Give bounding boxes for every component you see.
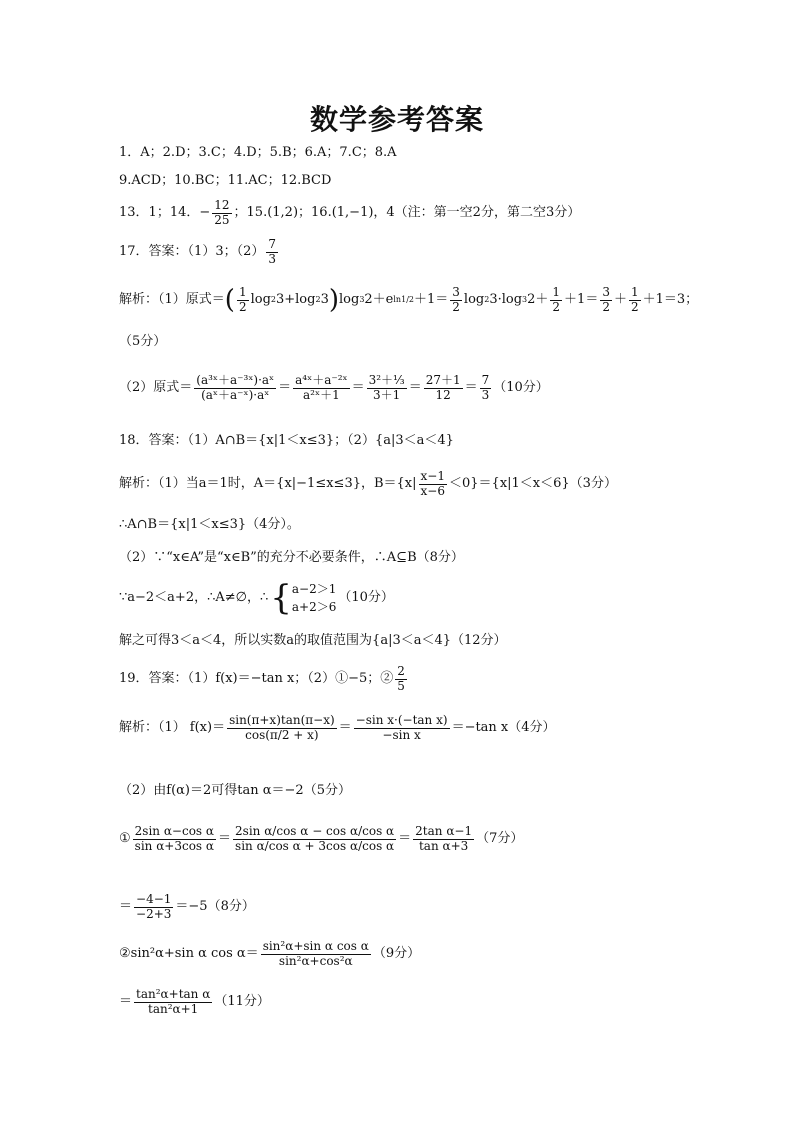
numerator: sin(π+x)tan(π−x): [229, 713, 335, 727]
denominator: 2: [602, 299, 610, 314]
solution-18-2-text: （2）∵“x∈A”是“x∈B”的充分不必要条件，∴A⊆B（8分）: [119, 550, 464, 565]
expr: 3+log: [275, 292, 316, 308]
subscript: 2: [484, 294, 490, 304]
circled-2-expr: ②sin²α+sin α cos α＝: [119, 946, 259, 962]
expr: ＋: [613, 292, 627, 308]
denominator: 3: [481, 387, 490, 402]
answers-13-16-b: ；15.(1,2)；16.(1,−1)，4（注：第一空2分，第二空3分）: [233, 205, 581, 221]
fraction: [550, 286, 562, 315]
fraction: [237, 286, 249, 315]
fraction: [194, 374, 276, 403]
subscript: 2: [270, 294, 276, 304]
solution-19-1-label: 解析：（1）: [119, 720, 186, 736]
fraction: [413, 825, 474, 854]
expr: ＋1＝: [413, 292, 449, 308]
equals: ＝: [278, 380, 292, 396]
solution-19-part-2: [119, 940, 420, 969]
solution-17-1-label: 解析：（1）原式＝: [119, 292, 225, 308]
denominator: 5: [397, 678, 405, 693]
denominator: 3＋1: [373, 387, 401, 402]
numerator: 3²＋⅓: [368, 373, 405, 387]
subscript: 2: [315, 294, 321, 304]
numerator: sin²α+sin α cos α: [262, 939, 369, 953]
answer-18: [119, 434, 454, 448]
answer-19: [119, 665, 409, 694]
inequality-system: [270, 580, 336, 616]
equals: ＝: [119, 899, 133, 915]
numerator: 1: [552, 285, 561, 299]
solution-18-conclusion: [119, 634, 507, 648]
fraction: [367, 374, 407, 403]
system-rows: [292, 580, 336, 616]
denominator: cos(π/2 + x): [245, 727, 319, 742]
score-text: （11分）: [214, 994, 270, 1010]
denominator: (aˣ＋a⁻ˣ)·aˣ: [201, 387, 270, 402]
solution-19-1: [119, 714, 556, 743]
score-text: （9分）: [372, 946, 421, 962]
denominator: 2: [552, 299, 561, 314]
expr: ＝−tan x: [451, 720, 509, 736]
numerator: 2tan α−1: [415, 824, 473, 838]
solution-19-2-text: （2）由f(α)＝2可得tan α＝−2（5分）: [119, 783, 351, 798]
intersection-text: ∴A∩B＝{x|1＜x≤3}（4分）。: [119, 517, 300, 532]
denominator: 25: [214, 212, 230, 227]
subscript: 3: [522, 294, 528, 304]
answers-13-16: [119, 199, 580, 228]
denominator: tan²α+1: [148, 1001, 199, 1016]
numerator: −sin x·(−tan x): [355, 713, 448, 727]
result-text: ＝−5（8分）: [175, 899, 255, 915]
numerator: 12: [214, 198, 230, 212]
fraction: [600, 286, 612, 315]
answers-9-12: [119, 174, 331, 188]
fraction: [212, 199, 231, 228]
brace: {: [270, 578, 292, 618]
denominator: 2: [630, 299, 639, 314]
equals: ＝: [338, 720, 352, 736]
page-title: 数学参考答案: [309, 103, 484, 136]
numerator: 3: [452, 285, 460, 299]
fraction: [354, 714, 450, 743]
paren-open: (: [224, 285, 235, 316]
numerator: 1: [238, 285, 247, 299]
solution-17-2-label: （2）原式＝: [119, 380, 193, 396]
system-row-2: a+2＞6: [291, 600, 337, 614]
fraction: [629, 286, 641, 315]
fraction: [293, 374, 349, 403]
solution-18-intersection: [119, 518, 300, 532]
answer-17: [119, 238, 280, 267]
fraction: [450, 286, 462, 315]
answers-9-12-text: 9.ACD；10.BC；11.AC；12.BCD: [119, 173, 332, 188]
exponent-ln: ln: [393, 294, 402, 304]
solution-18-1-b: ＜0}＝{x|1＜x＜6}（3分）: [449, 476, 617, 492]
circled-1: ①: [119, 831, 131, 847]
score-text: （7分）: [476, 831, 524, 847]
fraction: [133, 825, 216, 854]
denominator: −2+3: [136, 906, 172, 921]
numerator: 2sin α−cos α: [134, 824, 215, 838]
solution-19-part-2-result: [119, 988, 270, 1017]
solution-19-part-1: [119, 825, 523, 854]
equals: ＝: [218, 831, 232, 847]
expr: log: [463, 292, 485, 308]
denominator: 2: [238, 299, 247, 314]
expr: 2＋e: [364, 292, 394, 308]
denominator: 12: [435, 387, 451, 402]
solution-17-score: [119, 335, 166, 349]
denominator: 3: [268, 251, 276, 266]
numerator: −4−1: [136, 892, 172, 906]
score-text: （10分）: [338, 589, 394, 605]
denominator: sin²α+cos²α: [278, 953, 353, 968]
answers-13-16-a: 13．1；14．−: [119, 205, 211, 221]
expr: 3·log: [489, 292, 523, 308]
subscript: 3: [359, 294, 365, 304]
denominator: 2: [452, 299, 460, 314]
numerator: 2: [397, 664, 405, 678]
solution-17-2: [119, 374, 549, 403]
solution-18-1-a: 解析：（1）当a＝1时，A＝{x|−1≤x≤3}，B＝{x|: [119, 476, 417, 492]
equals: ＝: [398, 831, 412, 847]
expr: log: [250, 292, 271, 308]
answer-17-text: 17．答案：（1）3；（2）: [119, 244, 265, 260]
numerator: 2sin α/cos α − cos α/cos α: [235, 824, 395, 838]
fraction: [395, 665, 407, 694]
exponent-den: 2: [408, 294, 414, 304]
answers-1-8-text: 1．A；2.D；3.C；4.D；5.B；6.A；7.C；8.A: [119, 145, 397, 160]
fraction: [424, 374, 463, 403]
numerator: x−1: [420, 469, 445, 483]
denominator: sin α/cos α + 3cos α/cos α: [235, 838, 395, 853]
equals: ＝: [408, 380, 422, 396]
solution-17-1: [119, 286, 698, 315]
denominator: tan α+3: [418, 838, 469, 853]
denominator: −sin x: [382, 727, 421, 742]
solution-19-2: [119, 784, 351, 798]
conclusion-text: 解之可得3＜a＜4，所以实数a的取值范围为{a|3＜a＜4}（12分）: [119, 633, 507, 648]
denominator: a²ˣ＋1: [303, 387, 340, 402]
equals: ＝: [351, 380, 365, 396]
numerator: (a³ˣ＋a⁻³ˣ)·aˣ: [196, 373, 275, 387]
answers-1-8: [119, 146, 397, 160]
expr: f(x)＝: [189, 720, 226, 736]
numerator: 1: [630, 285, 639, 299]
expr: 2＋: [527, 292, 549, 308]
denominator: sin α+3cos α: [134, 838, 215, 853]
numerator: a⁴ˣ＋a⁻²ˣ: [295, 373, 348, 387]
score-text: （10分）: [493, 380, 549, 396]
fraction: [480, 374, 492, 403]
answer-18-text: 18．答案：（1）A∩B＝{x|1＜x≤3}；（2）{a|3＜a＜4}: [119, 433, 454, 448]
solution-19-part-1-result: [119, 893, 255, 922]
expr: 3: [320, 292, 329, 308]
system-lead: ∵a−2＜a+2，∴A≠∅，∴: [119, 589, 269, 605]
system-row-1: a−2＞1: [291, 582, 337, 596]
fraction: [233, 825, 396, 854]
score-text: （4分）: [508, 720, 556, 736]
expr: ＋1＝: [564, 292, 599, 308]
fraction: [261, 940, 371, 969]
fraction: [266, 238, 278, 267]
expr: ＋1＝3；: [642, 292, 699, 308]
denominator: x−6: [420, 483, 445, 498]
fraction: [227, 714, 337, 743]
fraction: [419, 470, 447, 499]
numerator: 3: [602, 285, 610, 299]
exponent-num: 1: [401, 294, 407, 304]
numerator: 7: [481, 373, 490, 387]
solution-18-1: [119, 470, 617, 499]
numerator: 27＋1: [425, 373, 461, 387]
expr: log: [339, 292, 360, 308]
solution-18-system: [119, 580, 394, 616]
numerator: tan²α+tan α: [136, 987, 211, 1001]
numerator: 7: [268, 237, 276, 251]
solution-18-2: [119, 551, 464, 565]
exponent: ln1/2: [393, 294, 414, 304]
equals: ＝: [119, 994, 133, 1010]
fraction: [134, 988, 212, 1017]
paren-close: ): [328, 285, 339, 316]
equals: ＝: [464, 380, 478, 396]
score-text: （5分）: [119, 334, 167, 349]
fraction: [134, 893, 173, 922]
answer-19-text: 19．答案：（1）f(x)＝−tan x；（2）①−5；②: [119, 671, 394, 687]
